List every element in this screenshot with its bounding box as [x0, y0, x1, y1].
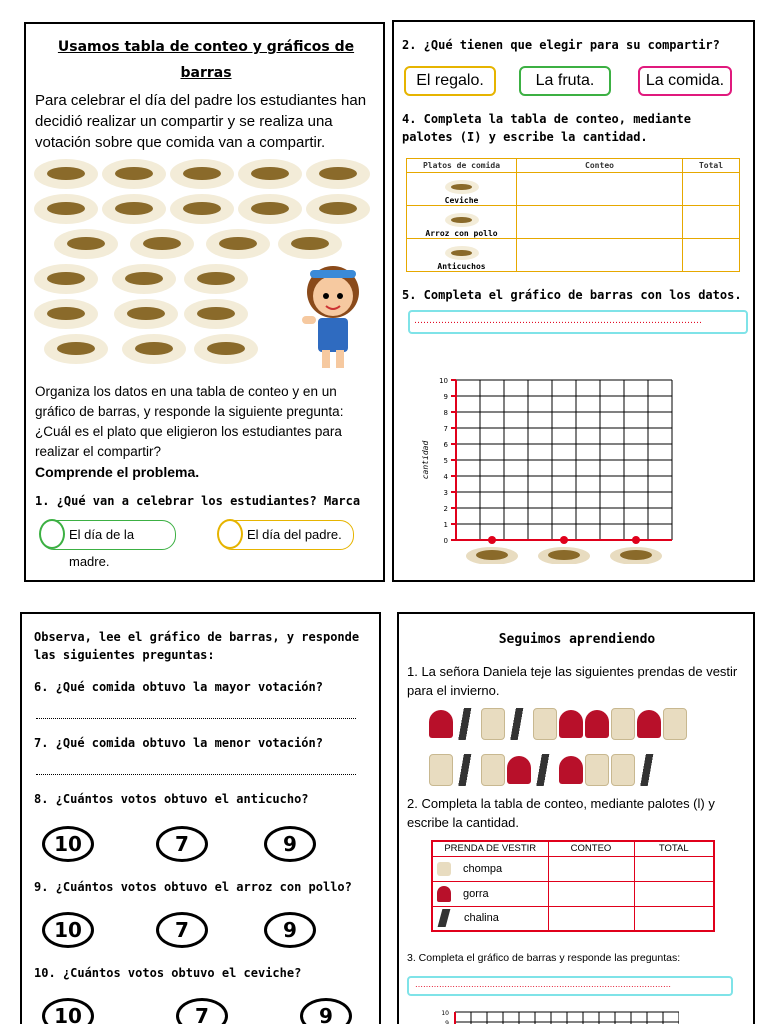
- y-axis-label: cantidad: [421, 440, 430, 480]
- table-row: [432, 856, 714, 881]
- food-dish-image: [44, 334, 108, 364]
- question-8: 8. ¿Cuántos votos obtuvo el anticucho?: [34, 792, 309, 806]
- empty-bar-chart: [420, 340, 750, 564]
- total-cell[interactable]: [683, 206, 740, 239]
- question-1: 1. La señora Daniela teje las siguientes prendas de vestir para el invierno.: [407, 664, 738, 698]
- y-tick-label: 8: [443, 409, 448, 417]
- table-row: [432, 881, 714, 906]
- total-cell[interactable]: [683, 239, 740, 272]
- table-row: [407, 206, 740, 239]
- food-dish-image: [548, 550, 580, 560]
- question-10: 10. ¿Cuántos votos obtuvo el ceviche?: [34, 966, 302, 980]
- hat-icon: [559, 756, 583, 784]
- garment-name: gorra: [463, 887, 489, 900]
- y-tick-label: 3: [443, 489, 448, 497]
- y-tick-label: 6: [443, 441, 448, 449]
- sweater-icon: [611, 754, 635, 786]
- tally-cell[interactable]: [548, 856, 634, 881]
- food-dish-image: [184, 264, 248, 294]
- scarf-icon: [533, 754, 557, 786]
- food-dish-image: [170, 194, 234, 224]
- y-tick-label: 5: [443, 457, 448, 465]
- y-tick-label: 1: [443, 521, 448, 529]
- scarf-icon: [507, 708, 531, 740]
- hat-icon: [437, 886, 451, 902]
- food-dish-image: [238, 159, 302, 189]
- sweater-icon: [481, 708, 505, 740]
- dish-name: Ceviche: [444, 196, 479, 205]
- choice-10[interactable]: 10: [42, 826, 94, 862]
- choice-7[interactable]: 7: [176, 998, 228, 1024]
- table-header: TOTAL: [634, 841, 714, 856]
- panel-3: [20, 612, 381, 1024]
- table-row: [407, 173, 740, 206]
- ceviche-image: [445, 180, 479, 194]
- tally-table: [431, 840, 715, 932]
- table-header: CONTEO: [548, 841, 634, 856]
- food-dish-image: [102, 159, 166, 189]
- food-dish-image: [112, 264, 176, 294]
- food-dish-image: [114, 299, 178, 329]
- garment-name: chalina: [464, 912, 499, 925]
- arroz-con-pollo-image: [445, 213, 479, 227]
- option-label: El día de la madre.: [69, 527, 135, 569]
- total-cell[interactable]: [634, 881, 714, 906]
- scarf-icon: [455, 708, 479, 740]
- tally-cell[interactable]: [517, 206, 683, 239]
- category-marker: [560, 536, 568, 544]
- hat-icon: [637, 710, 661, 738]
- table-header: Conteo: [517, 159, 683, 173]
- table-header: Total: [683, 159, 740, 173]
- garment-row-1: [429, 708, 749, 744]
- question-1: 1. ¿Qué van a celebrar los estudiantes? Marca: [35, 494, 361, 508]
- dish-name: Anticuchos: [437, 262, 486, 271]
- food-dish-image: [206, 229, 270, 259]
- hat-icon: [585, 710, 609, 738]
- food-dish-image: [306, 194, 370, 224]
- food-dish-image: [170, 159, 234, 189]
- sweater-icon: [429, 754, 453, 786]
- empty-bar-chart-2: [429, 1002, 679, 1024]
- category-marker: [488, 536, 496, 544]
- instructions-text: Organiza los datos en una tabla de conteo y en un gráfico de barras, y responde la siguiente pregunta: ¿Cuál es el plato que eligieron los estudiantes para realizar el compartir?: [35, 384, 344, 459]
- category-marker: [632, 536, 640, 544]
- radio-circle[interactable]: [217, 519, 243, 549]
- food-dish-image: [34, 194, 98, 224]
- sweater-icon: [533, 708, 557, 740]
- option-regalo[interactable]: El regalo.: [404, 66, 496, 96]
- food-dish-image: [476, 550, 508, 560]
- food-dish-image: [238, 194, 302, 224]
- tally-cell[interactable]: [517, 239, 683, 272]
- subheading: Comprende el problema.: [35, 464, 200, 480]
- choice-10[interactable]: 10: [42, 912, 94, 948]
- panel-4: [397, 612, 755, 1024]
- question-2: 2. Completa la tabla de conteo, mediante palotes (l) y escribe la cantidad.: [407, 796, 715, 830]
- question-5: 5. Completa el gráfico de barras con los datos.: [402, 288, 742, 302]
- question-2: 2. ¿Qué tienen que elegir para su compartir?: [402, 38, 720, 52]
- y-tick-label: 4: [443, 473, 448, 481]
- total-cell[interactable]: [683, 173, 740, 206]
- food-dish-image: [278, 229, 342, 259]
- question-4: 4. Completa la tabla de conteo, mediante palotes (I) y escribe la cantidad.: [402, 112, 691, 144]
- question-9: 9. ¿Cuántos votos obtuvo el arroz con pollo?: [34, 880, 352, 894]
- total-cell[interactable]: [634, 856, 714, 881]
- table-header: Platos de comida: [407, 159, 517, 173]
- food-dish-image: [54, 229, 118, 259]
- y-tick-label: 0: [443, 537, 448, 545]
- chart-title-input[interactable]: ……………………………………………………………………………………: [408, 310, 748, 334]
- tally-cell[interactable]: [548, 906, 634, 931]
- worksheet-title: Usamos tabla de conteo y gráficos de barras: [57, 39, 355, 81]
- y-tick-label: 2: [443, 505, 448, 513]
- tally-cell[interactable]: [517, 173, 683, 206]
- choice-9[interactable]: 9: [264, 826, 316, 862]
- sweater-icon: [663, 708, 687, 740]
- question-7: 7. ¿Qué comida obtuvo la menor votación?: [34, 736, 323, 750]
- tally-cell[interactable]: [548, 881, 634, 906]
- option-label: El día del padre.: [247, 527, 342, 542]
- answer-line[interactable]: [36, 718, 356, 719]
- choice-7[interactable]: 7: [156, 826, 208, 862]
- choice-9[interactable]: 9: [300, 998, 352, 1024]
- food-dish-image: [122, 334, 186, 364]
- tally-table: [406, 158, 740, 272]
- section-title: Seguimos aprendiendo: [498, 632, 656, 647]
- intro-text: Observa, lee el gráfico de barras, y responde las siguientes preguntas:: [34, 630, 360, 662]
- panel-2: [392, 20, 755, 582]
- hat-icon: [429, 710, 453, 738]
- table-row: [432, 906, 714, 931]
- garment-name: chompa: [463, 862, 503, 875]
- food-dish-image: [34, 264, 98, 294]
- sweater-icon: [437, 862, 451, 876]
- sweater-icon: [611, 708, 635, 740]
- y-tick-label: 10: [441, 1010, 449, 1017]
- scarf-icon: [637, 754, 661, 786]
- option-dia-madre[interactable]: [40, 520, 176, 569]
- food-dish-image: [184, 299, 248, 329]
- sweater-icon: [481, 754, 505, 786]
- choice-7[interactable]: 7: [156, 912, 208, 948]
- dish-name: Arroz con pollo: [425, 229, 498, 238]
- y-tick-label: 9: [445, 1020, 449, 1024]
- y-tick-label: 9: [443, 393, 448, 401]
- option-dia-padre[interactable]: [218, 520, 354, 550]
- food-dish-image: [34, 299, 98, 329]
- food-dish-image: [102, 194, 166, 224]
- total-cell[interactable]: [634, 906, 714, 931]
- panel-1: [24, 22, 385, 582]
- y-tick-label: 7: [443, 425, 448, 433]
- food-dish-image: [130, 229, 194, 259]
- table-header: PRENDA DE VESTIR: [432, 841, 548, 856]
- scarf-icon: [438, 909, 451, 927]
- food-dish-image: [194, 334, 258, 364]
- radio-circle[interactable]: [39, 519, 65, 549]
- y-tick-label: 10: [439, 377, 448, 385]
- choice-10[interactable]: 10: [42, 998, 94, 1024]
- food-dish-image: [306, 159, 370, 189]
- option-fruta[interactable]: La fruta.: [519, 66, 611, 96]
- question-6: 6. ¿Qué comida obtuvo la mayor votación?: [34, 680, 323, 694]
- food-dish-image: [34, 159, 98, 189]
- hat-icon: [507, 756, 531, 784]
- girl-illustration: [298, 256, 368, 374]
- garment-row-2: [429, 754, 749, 790]
- sweater-icon: [585, 754, 609, 786]
- anticuchos-image: [445, 246, 479, 260]
- chart-title-input[interactable]: ……………………………………………………………………………………: [407, 976, 733, 996]
- question-3: 3. Completa el gráfico de barras y responde las preguntas:: [407, 952, 681, 964]
- hat-icon: [559, 710, 583, 738]
- table-row: [407, 239, 740, 272]
- scarf-icon: [455, 754, 479, 786]
- food-dish-image: [620, 550, 652, 560]
- intro-text: Para celebrar el día del padre los estudiantes han decidió realizar un compartir y se realiza una votación sobre que comida van a compartir.: [35, 92, 367, 151]
- option-comida[interactable]: La comida.: [638, 66, 732, 96]
- answer-line[interactable]: [36, 774, 356, 775]
- choice-9[interactable]: 9: [264, 912, 316, 948]
